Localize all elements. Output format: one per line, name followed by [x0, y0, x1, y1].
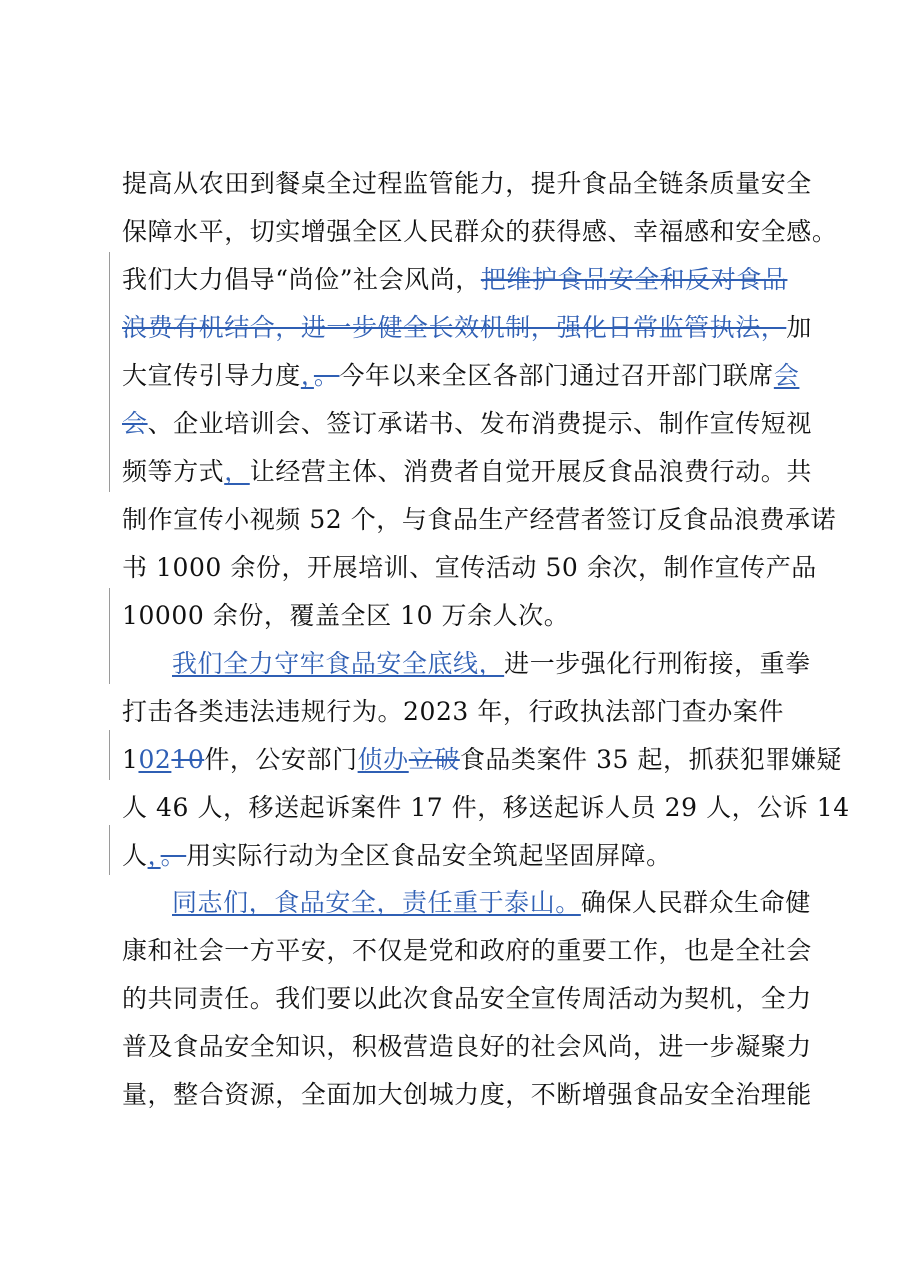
inserted-text: 我们全力守牢食品安全底线，: [172, 649, 505, 678]
deleted-text: 把维护食品安全和反对食品: [480, 265, 788, 294]
text-line: [122, 600, 569, 632]
body-text: 制作宣传小视频 52 个，与食品生产经营者签订反食品浪费承诺: [122, 505, 837, 534]
inserted-text: 侦办: [357, 745, 409, 774]
text-line: [172, 887, 811, 919]
body-text: 确保人民群众生命健: [580, 888, 811, 917]
body-text: 保障水平，切实增强全区人民群众的获得感、幸福感和安全感。: [122, 217, 838, 246]
inserted-text: ，: [300, 361, 314, 390]
change-bar: [109, 588, 110, 684]
body-text: 量，整合资源，全面加大创城力度，不断增强食品安全治理能: [122, 1080, 812, 1109]
body-text: 件，公安部门: [204, 745, 358, 774]
body-text: 让经营主体、消费者自觉开展反食品浪费行动。共: [249, 457, 812, 486]
inserted-text: ，: [224, 457, 250, 486]
text-line: [122, 408, 812, 440]
text-line: [122, 456, 812, 488]
body-text: 打击各类违法违规行为。2023 年，行政执法部门查办案件: [122, 697, 784, 726]
deleted-text: 浪费有机结合，进一步健全长效机制，强化日常监管执法，: [122, 313, 787, 342]
text-line: [122, 552, 817, 584]
body-text: 书 1000 余份，开展培训、宣传活动 50 余次，制作宣传产品: [122, 553, 817, 582]
inserted-text: 会: [773, 361, 800, 390]
body-text: 我们大力倡导“尚俭”社会风尚，: [122, 265, 481, 294]
deleted-text: 10: [171, 745, 205, 774]
change-bar: [109, 730, 110, 780]
body-text: 普及食品安全知识，积极营造良好的社会风尚，进一步凝聚力: [122, 1032, 812, 1061]
body-text: 大宣传引导力度: [122, 361, 301, 390]
text-line: [122, 360, 799, 392]
text-line: [122, 216, 837, 248]
change-bar: [109, 825, 110, 875]
body-text: 频等方式: [122, 457, 225, 486]
body-text: 人: [122, 841, 148, 870]
text-line: [122, 264, 787, 296]
body-text: 康和社会一方平安，不仅是党和政府的重要工作，也是全社会: [122, 936, 812, 965]
body-text: 的共同责任。我们要以此次食品安全宣传周活动为契机，全力: [122, 984, 812, 1013]
body-text: 今年以来全区各部门通过召开部门联席: [339, 361, 774, 390]
text-line: [172, 648, 811, 680]
body-text: 用实际行动为全区食品安全筑起坚固屏障。: [186, 841, 672, 870]
text-line: [122, 935, 812, 967]
inserted-text: 02: [138, 745, 172, 774]
body-text: 1: [122, 745, 139, 774]
inserted-text: 同志们，食品安全，责任重于泰山。: [172, 888, 581, 917]
text-line: [122, 744, 842, 776]
deleted-text: 立破: [408, 745, 460, 774]
text-line: [122, 312, 812, 344]
change-bar: [109, 252, 110, 492]
text-line: [122, 1079, 812, 1111]
body-text: 进一步强化行刑衔接，重拳: [504, 649, 811, 678]
text-line: [122, 696, 784, 728]
body-text: 、企业培训会、签订承诺书、发布消费提示、制作宣传短视: [147, 409, 812, 438]
text-line: [122, 840, 672, 872]
deleted-text: 。: [160, 841, 187, 870]
body-text: 10000 余份，覆盖全区 10 万余人次。: [122, 601, 570, 630]
deleted-text: 会: [122, 409, 148, 438]
text-line: [122, 168, 812, 200]
text-line: [122, 983, 812, 1015]
inserted-text: ，: [147, 841, 161, 870]
body-text: 提高从农田到餐桌全过程监管能力，提升食品全链条质量安全: [122, 169, 812, 198]
text-line: [122, 792, 850, 824]
body-text: 食品类案件 35 起，抓获犯罪嫌疑: [459, 745, 842, 774]
body-text: 人 46 人，移送起诉案件 17 件，移送起诉人员 29 人，公诉 14: [122, 793, 850, 822]
text-line: [122, 1031, 812, 1063]
text-line: [122, 504, 836, 536]
body-text: 加: [786, 313, 812, 342]
deleted-text: 。: [313, 361, 340, 390]
